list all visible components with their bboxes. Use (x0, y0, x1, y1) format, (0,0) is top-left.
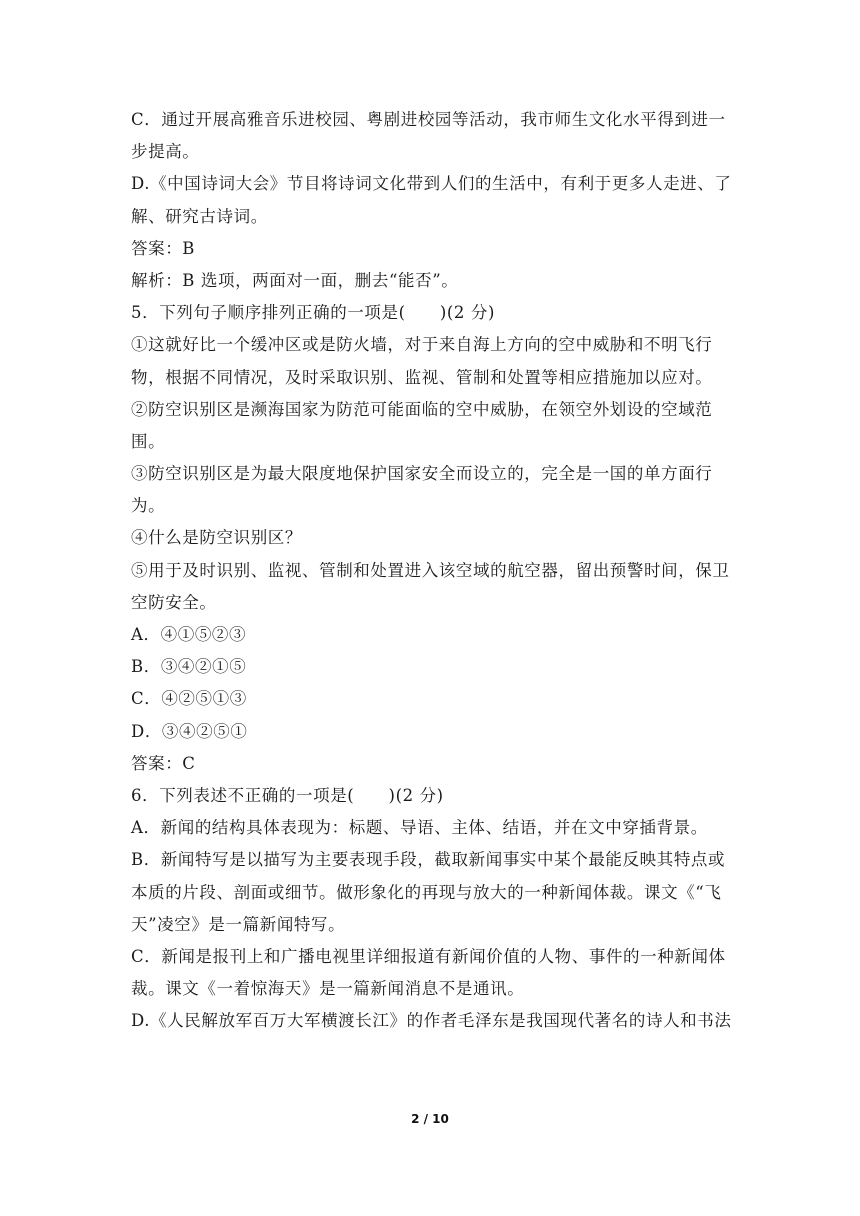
text-line: ①这就好比一个缓冲区或是防火墙，对于来自海上方向的空中威胁和不明飞行 (131, 335, 713, 355)
text-line: 围。 (131, 431, 166, 451)
text-line: ③防空识别区是为最大限度地保护国家安全而设立的，完全是一国的单方面行 (131, 464, 713, 484)
text-line: 天”凌空》是一篇新闻特写。 (131, 914, 346, 934)
text-line: 为。 (131, 496, 166, 516)
option-d-line: D．③④②⑤① (131, 721, 248, 741)
option-c-line: C．④②⑤①③ (131, 689, 247, 709)
option-a-line: A．新闻的结构具体表现为：标题、导语、主体、结语，并在文中穿插背景。 (131, 818, 708, 838)
document-body (131, 104, 731, 1037)
text-line: 解、研究古诗词。 (131, 206, 268, 226)
text-line: D.《中国诗词大会》节目将诗词文化带到人们的生活中，有利于更多人走进、了 (131, 174, 732, 194)
text-line: ⑤用于及时识别、监视、管制和处置进入该空域的航空器，留出预警时间，保卫 (131, 560, 730, 580)
answer-line: 答案：B (131, 238, 196, 258)
text-line: 物，根据不同情况，及时采取识别、监视、管制和处置等相应措施加以应对。 (131, 367, 713, 387)
option-b-line: B．新闻特写是以描写为主要表现手段，截取新闻事实中某个最能反映其特点或 (131, 850, 726, 870)
text-line: 本质的片段、剖面或细节。做形象化的再现与放大的一种新闻体裁。课文《“飞 (131, 882, 722, 902)
text-line: 裁。课文《一着惊海天》是一篇新闻消息不是通讯。 (131, 979, 525, 999)
analysis-line: 解析：B 选项，两面对一面，删去“能否”。 (131, 270, 459, 290)
question-5-line: 5．下列句子顺序排列正确的一项是( )(2 分) (131, 303, 495, 323)
question-6-line: 6．下列表述不正确的一项是( )(2 分) (131, 785, 444, 805)
text-line: C．通过开展高雅音乐进校园、粤剧进校园等活动，我市师生文化水平得到进一 (131, 110, 726, 129)
answer-line: 答案：C (131, 753, 196, 773)
option-b-line: B．③④②①⑤ (131, 657, 247, 677)
text-line: 步提高。 (131, 142, 200, 162)
text-line: ④什么是防空识别区？ (131, 528, 302, 548)
option-c-line: C．新闻是报刊上和广播电视里详细报道有新闻价值的人物、事件的一种新闻体 (131, 946, 726, 966)
text-line: ②防空识别区是濒海国家为防范可能面临的空中威胁，在领空外划设的空域范 (131, 399, 713, 419)
page-number: 2 / 10 (411, 1112, 449, 1126)
option-d-line: D.《人民解放军百万大军横渡长江》的作者毛泽东是我国现代著名的诗人和书法 (131, 1011, 732, 1031)
text-line: 空防安全。 (131, 592, 217, 612)
option-a-line: A．④①⑤②③ (131, 625, 247, 644)
